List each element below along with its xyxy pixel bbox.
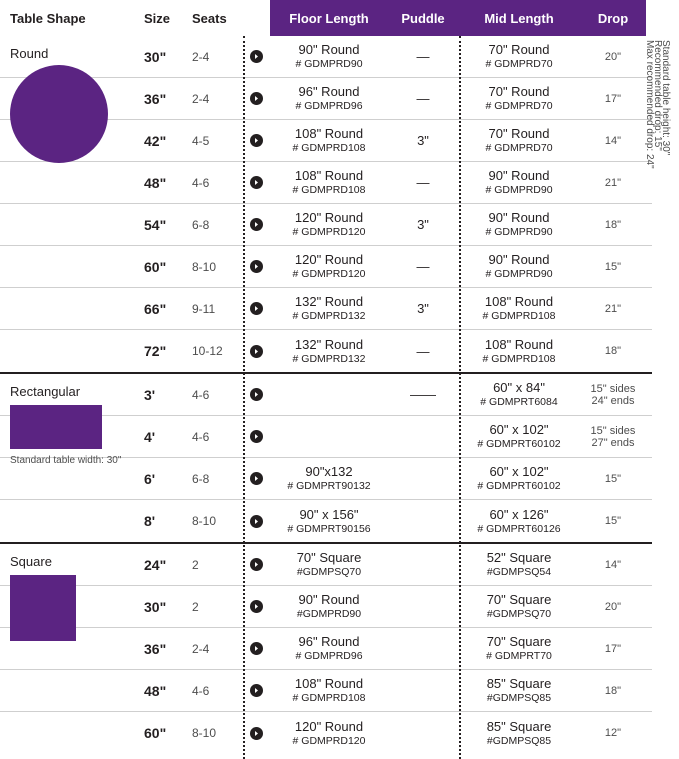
drop-value: 20" bbox=[604, 600, 622, 613]
shape-summary bbox=[10, 552, 138, 641]
seats-value: 8-10 bbox=[192, 726, 217, 740]
row-arrow bbox=[242, 670, 270, 711]
size-value: 48" bbox=[144, 682, 167, 699]
chevron-right-icon bbox=[250, 388, 263, 401]
mid-length-value: 108" Round # GDMPRD108 bbox=[482, 294, 556, 322]
puddle-value bbox=[388, 586, 458, 627]
drop-value: 17" bbox=[604, 92, 622, 105]
shape-cell bbox=[0, 288, 138, 329]
seats-value: 4-6 bbox=[192, 175, 210, 190]
floor-length-value: 120" Round # GDMPRD120 bbox=[292, 210, 366, 238]
row-arrow bbox=[242, 416, 270, 457]
floor-length-value: 90" Round # GDMPRD90 bbox=[295, 42, 363, 70]
mid-length-value: 52" Square #GDMPSQ54 bbox=[486, 550, 552, 578]
row-arrow bbox=[242, 162, 270, 203]
drop-value: 20" bbox=[604, 50, 622, 63]
shape-note: Standard table width: 30" bbox=[10, 455, 122, 466]
size-value: 48" bbox=[144, 174, 167, 191]
mid-length-value: 85" Square #GDMPSQ85 bbox=[486, 718, 552, 747]
chevron-right-icon bbox=[250, 600, 263, 613]
seats-value: 9-11 bbox=[192, 301, 216, 316]
shape-swatch bbox=[10, 65, 108, 163]
puddle-value bbox=[388, 416, 458, 457]
header-size: Size bbox=[138, 0, 186, 36]
chevron-right-icon bbox=[250, 345, 263, 358]
table-row bbox=[0, 246, 652, 288]
drop-value: 21" bbox=[604, 176, 622, 189]
row-arrow bbox=[242, 544, 270, 585]
puddle-value: —— bbox=[410, 387, 436, 402]
side-note-table-height: Standard table height: 30" bbox=[660, 40, 671, 156]
row-arrow bbox=[242, 288, 270, 329]
header-puddle: Puddle bbox=[388, 0, 458, 36]
shape-cell bbox=[0, 500, 138, 542]
table-row bbox=[0, 288, 652, 330]
floor-length-value: 96" Round # GDMPRD96 bbox=[295, 634, 363, 662]
shape-swatch bbox=[10, 575, 76, 641]
seats-value: 4-6 bbox=[192, 429, 210, 444]
side-note-recommended-drop: Recommended drop: 15" bbox=[652, 40, 663, 151]
puddle-value: — bbox=[416, 91, 430, 106]
shape-cell bbox=[0, 204, 138, 245]
table-row bbox=[0, 204, 652, 246]
shape-swatch bbox=[10, 405, 102, 449]
chevron-right-icon bbox=[250, 727, 263, 740]
divider-left bbox=[243, 36, 245, 759]
shape-cell bbox=[0, 670, 138, 711]
chevron-right-icon bbox=[250, 260, 263, 273]
size-value: 60" bbox=[144, 258, 167, 275]
size-value: 42" bbox=[144, 132, 167, 149]
drop-value: 15" sides 24" ends bbox=[590, 382, 636, 407]
floor-length-value bbox=[270, 374, 388, 415]
floor-length-value: 132" Round # GDMPRD132 bbox=[292, 294, 366, 322]
row-arrow bbox=[242, 78, 270, 119]
floor-length-value: 70" Square #GDMPSQ70 bbox=[296, 550, 362, 578]
puddle-value bbox=[388, 712, 458, 754]
side-notes bbox=[644, 40, 679, 370]
floor-length-value: 108" Round # GDMPRD108 bbox=[292, 168, 366, 196]
shape-summary bbox=[10, 44, 138, 163]
drop-value: 18" bbox=[604, 218, 622, 231]
shape-cell bbox=[0, 162, 138, 203]
drop-value: 12" bbox=[604, 727, 622, 739]
mid-length-value: 85" Square #GDMPSQ85 bbox=[486, 676, 552, 704]
size-value: 30" bbox=[144, 598, 167, 615]
size-value: 6' bbox=[144, 470, 156, 487]
floor-length-value: 132" Round # GDMPRD132 bbox=[292, 336, 366, 365]
size-value: 8' bbox=[144, 513, 156, 529]
table-row bbox=[0, 500, 652, 542]
mid-length-value: 108" Round # GDMPRD108 bbox=[482, 336, 556, 365]
drop-value: 21" bbox=[604, 302, 622, 315]
row-arrow bbox=[242, 36, 270, 77]
drop-value: 18" bbox=[604, 684, 622, 697]
mid-length-value: 90" Round # GDMPRD90 bbox=[485, 252, 553, 280]
shape-cell bbox=[0, 712, 138, 754]
size-value: 30" bbox=[144, 48, 167, 65]
chevron-right-icon bbox=[250, 176, 263, 189]
table-row bbox=[0, 712, 652, 754]
puddle-value bbox=[388, 628, 458, 669]
size-value: 24" bbox=[144, 556, 167, 573]
floor-length-value: 90"x132 # GDMPRT90132 bbox=[287, 464, 371, 492]
drop-value: 15" bbox=[604, 515, 622, 527]
side-note-max-drop: Max recommended drop: 24" bbox=[644, 40, 655, 169]
header-mid-length: Mid Length bbox=[458, 0, 580, 36]
header-spacer bbox=[242, 0, 270, 36]
floor-length-value: 108" Round # GDMPRD108 bbox=[292, 676, 366, 704]
shape-label: Round bbox=[10, 46, 49, 61]
size-value: 60" bbox=[144, 725, 167, 741]
row-arrow bbox=[242, 204, 270, 245]
floor-length-value: 90" Round #GDMPRD90 bbox=[296, 592, 362, 620]
mid-length-value: 60" x 126" # GDMPRT60126 bbox=[477, 506, 561, 535]
row-arrow bbox=[242, 500, 270, 542]
puddle-value bbox=[388, 670, 458, 711]
chevron-right-icon bbox=[250, 558, 263, 571]
row-arrow bbox=[242, 374, 270, 415]
drop-value: 15" bbox=[604, 260, 622, 273]
drop-value: 18" bbox=[604, 345, 622, 357]
shape-summary bbox=[10, 382, 138, 467]
seats-value: 2-4 bbox=[192, 641, 210, 656]
drop-value: 15" sides 27" ends bbox=[590, 424, 636, 449]
seats-value: 4-6 bbox=[192, 683, 210, 698]
puddle-value: — bbox=[416, 343, 430, 359]
seats-value: 6-8 bbox=[192, 471, 210, 486]
shape-label: Square bbox=[10, 554, 52, 569]
mid-length-value: 90" Round # GDMPRD90 bbox=[485, 210, 553, 238]
row-arrow bbox=[242, 712, 270, 754]
seats-value: 4-5 bbox=[192, 133, 210, 148]
drop-value: 14" bbox=[604, 558, 622, 571]
chevron-right-icon bbox=[250, 134, 263, 147]
row-arrow bbox=[242, 246, 270, 287]
size-value: 72" bbox=[144, 343, 167, 359]
mid-length-value: 60" x 84" # GDMPRT6084 bbox=[480, 380, 558, 408]
header-drop: Drop bbox=[580, 0, 646, 36]
size-value: 54" bbox=[144, 216, 167, 233]
chevron-right-icon bbox=[250, 430, 263, 443]
shape-label: Rectangular bbox=[10, 384, 81, 399]
shape-group bbox=[0, 372, 652, 542]
chevron-right-icon bbox=[250, 515, 263, 528]
mid-length-value: 90" Round # GDMPRD90 bbox=[485, 168, 553, 196]
chevron-right-icon bbox=[250, 684, 263, 697]
row-arrow bbox=[242, 458, 270, 499]
row-arrow bbox=[242, 628, 270, 669]
row-arrow bbox=[242, 586, 270, 627]
shape-cell bbox=[0, 330, 138, 372]
mid-length-value: 70" Square #GDMPSQ70 bbox=[486, 592, 552, 620]
table-row bbox=[0, 670, 652, 712]
puddle-value: 3" bbox=[417, 301, 429, 316]
header-seats: Seats bbox=[186, 0, 242, 36]
seats-value: 8-10 bbox=[192, 259, 217, 274]
mid-length-value: 70" Round # GDMPRD70 bbox=[485, 126, 553, 154]
seats-value: 2 bbox=[192, 599, 199, 614]
size-value: 4' bbox=[144, 428, 156, 445]
puddle-value: — bbox=[416, 175, 430, 190]
divider-right bbox=[459, 36, 461, 759]
drop-value: 15" bbox=[604, 472, 622, 485]
seats-value: 2 bbox=[192, 557, 199, 572]
puddle-value: 3" bbox=[417, 217, 429, 232]
mid-length-value: 60" x 102" # GDMPRT60102 bbox=[477, 422, 561, 450]
chevron-right-icon bbox=[250, 50, 263, 63]
shape-group bbox=[0, 36, 652, 372]
table-row bbox=[0, 330, 652, 372]
chevron-right-icon bbox=[250, 642, 263, 655]
table-header bbox=[0, 0, 652, 36]
mid-length-value: 70" Square # GDMPRT70 bbox=[486, 634, 552, 662]
puddle-value bbox=[388, 544, 458, 585]
chevron-right-icon bbox=[250, 218, 263, 231]
chevron-right-icon bbox=[250, 472, 263, 485]
table-body bbox=[0, 36, 652, 754]
row-arrow bbox=[242, 330, 270, 372]
floor-length-value: 120" Round # GDMPRD120 bbox=[292, 252, 366, 280]
floor-length-value: 120" Round # GDMPRD120 bbox=[292, 718, 366, 747]
table-row bbox=[0, 162, 652, 204]
mid-length-value: 70" Round # GDMPRD70 bbox=[485, 42, 553, 70]
seats-value: 2-4 bbox=[192, 91, 210, 106]
size-value: 3' bbox=[144, 386, 156, 403]
puddle-value: — bbox=[416, 259, 430, 274]
seats-value: 8-10 bbox=[192, 514, 217, 528]
mid-length-value: 70" Round # GDMPRD70 bbox=[485, 84, 553, 112]
row-arrow bbox=[242, 120, 270, 161]
size-value: 36" bbox=[144, 640, 167, 657]
header-floor-length: Floor Length bbox=[270, 0, 388, 36]
puddle-value bbox=[388, 500, 458, 542]
drop-value: 17" bbox=[604, 642, 622, 655]
chevron-right-icon bbox=[250, 302, 263, 315]
puddle-value: 3" bbox=[417, 133, 429, 148]
mid-length-value: 60" x 102" # GDMPRT60102 bbox=[477, 464, 561, 492]
puddle-value: — bbox=[416, 49, 430, 64]
shape-cell bbox=[0, 246, 138, 287]
floor-length-value: 90" x 156" # GDMPRT90156 bbox=[287, 506, 371, 535]
seats-value: 10-12 bbox=[192, 344, 223, 358]
header-table-shape: Table Shape bbox=[0, 0, 138, 36]
chevron-right-icon bbox=[250, 92, 263, 105]
size-value: 36" bbox=[144, 90, 167, 107]
shape-group bbox=[0, 542, 652, 754]
drop-value: 14" bbox=[604, 134, 622, 147]
size-value: 66" bbox=[144, 300, 167, 317]
floor-length-value: 108" Round # GDMPRD108 bbox=[292, 126, 366, 154]
seats-value: 6-8 bbox=[192, 217, 210, 232]
seats-value: 4-6 bbox=[192, 387, 210, 402]
floor-length-value bbox=[270, 416, 388, 457]
floor-length-value: 96" Round # GDMPRD96 bbox=[295, 84, 363, 112]
puddle-value bbox=[388, 458, 458, 499]
seats-value: 2-4 bbox=[192, 49, 210, 64]
